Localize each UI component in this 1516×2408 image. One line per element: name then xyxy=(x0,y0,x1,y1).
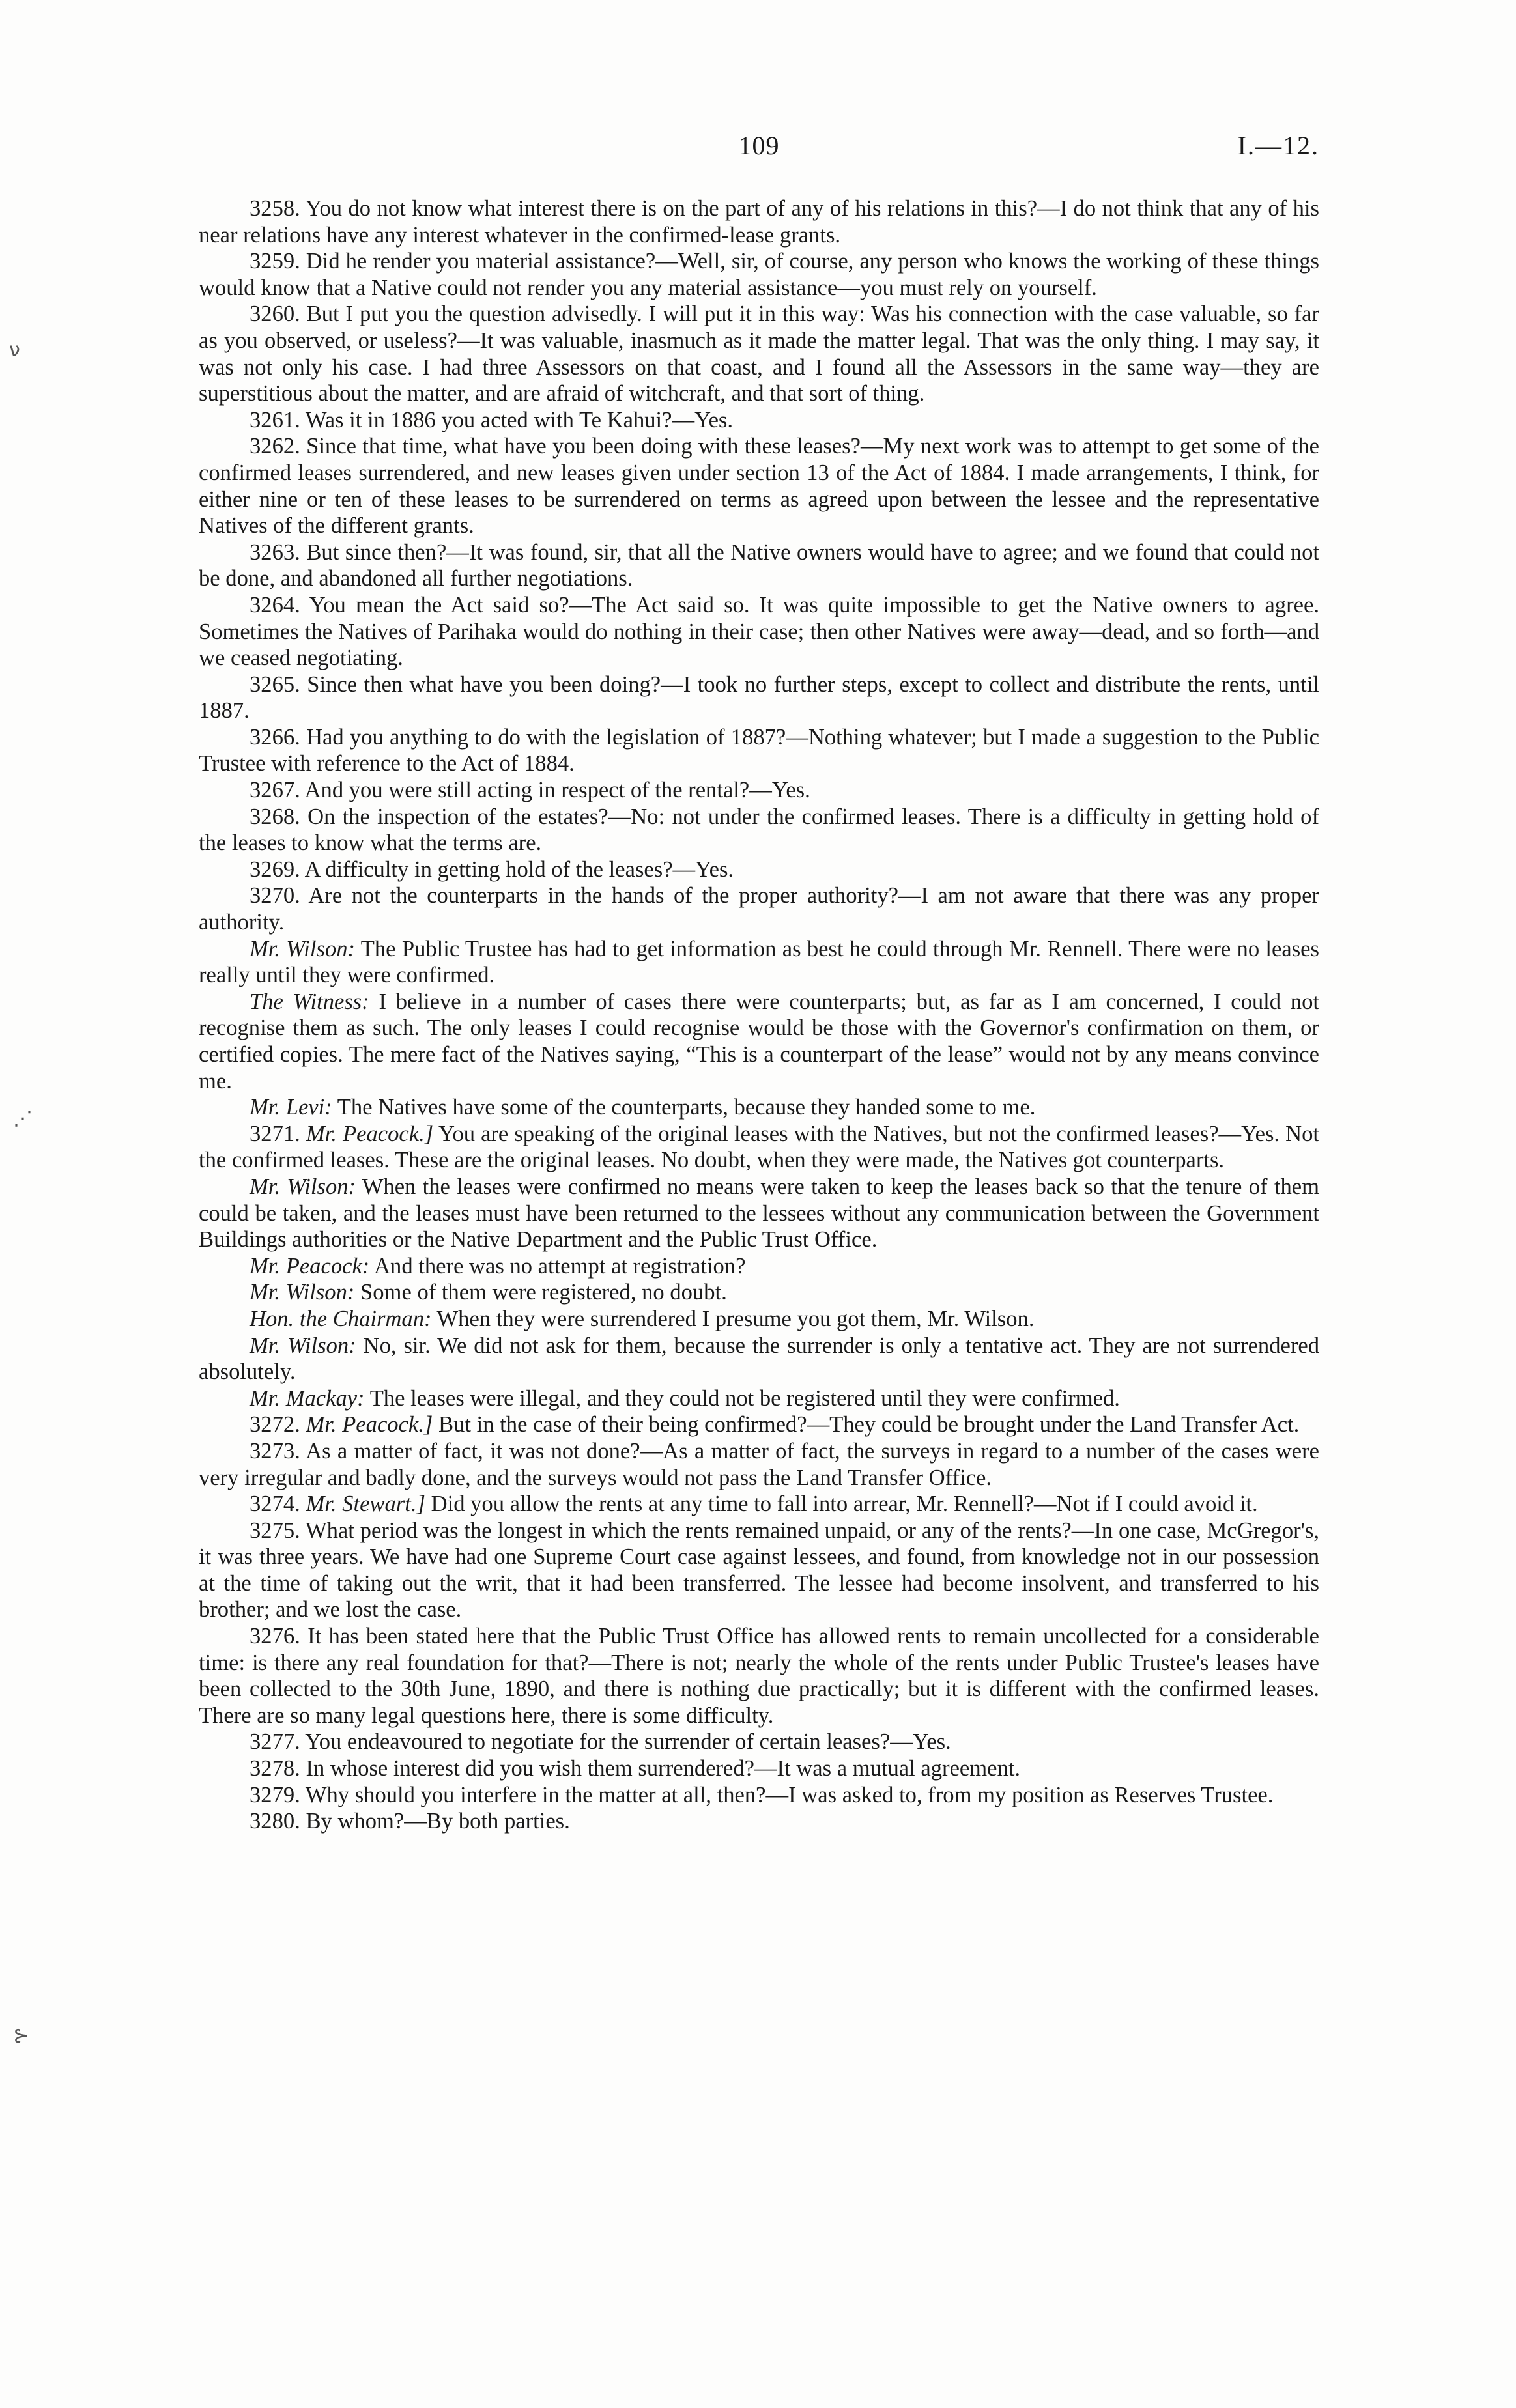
testimony-paragraph xyxy=(199,1623,1319,1729)
testimony-paragraph xyxy=(199,1808,1319,1835)
testimony-body xyxy=(199,195,1319,1835)
question-number: 3273. xyxy=(250,1438,300,1464)
testimony-paragraph xyxy=(199,195,1319,248)
speaker-name: Mr. Wilson: xyxy=(250,1333,356,1358)
paragraph-text: It has been stated here that the Public Trust Office has allowed rents to remain uncollected for a considerable time: is there any real foundation for that?—There is not; nearly the whole of the rents under Public Trustee's leases have been collected to the 30th June, 1890, and there is nothing due practically; but it is different with the confirmed leases. There are so many legal questions here, there is some difficulty. xyxy=(199,1624,1319,1728)
question-number: 3263. xyxy=(250,539,300,565)
testimony-paragraph xyxy=(199,433,1319,539)
speaker-name: Hon. the Chairman: xyxy=(250,1306,432,1331)
testimony-paragraph xyxy=(199,1755,1319,1782)
testimony-paragraph xyxy=(199,724,1319,777)
page-number: 109 xyxy=(738,131,780,160)
paragraph-text: When they were surrendered I presume you got them, Mr. Wilson. xyxy=(436,1306,1035,1331)
testimony-paragraph xyxy=(199,1729,1319,1755)
question-number: 3266. xyxy=(250,724,300,750)
paragraph-text: Since then what have you been doing?—I took no further steps, except to collect and distribute the rents, until 1887. xyxy=(199,672,1319,724)
paragraph-text: You endeavoured to negotiate for the surrender of certain leases?—Yes. xyxy=(305,1729,951,1755)
question-number: 3260. xyxy=(250,302,300,327)
testimony-paragraph xyxy=(199,1279,1319,1306)
margin-mark: ⋰ xyxy=(13,1107,33,1130)
testimony-paragraph xyxy=(199,672,1319,724)
testimony-paragraph xyxy=(199,1385,1319,1412)
speaker-name: Mr. Peacock: xyxy=(250,1253,370,1279)
testimony-paragraph xyxy=(199,592,1319,672)
margin-mark: ⊱ xyxy=(13,2024,30,2047)
testimony-paragraph xyxy=(199,804,1319,857)
speaker-name: Mr. Peacock.] xyxy=(306,1412,433,1438)
question-number: 3277. xyxy=(250,1729,300,1755)
question-number: 3270. xyxy=(250,883,300,909)
question-number: 3262. xyxy=(250,434,300,459)
question-number: 3259. xyxy=(250,249,300,274)
testimony-paragraph xyxy=(199,301,1319,406)
page-header xyxy=(199,130,1319,169)
speaker-name: Mr. Mackay: xyxy=(250,1385,365,1411)
paragraph-text: Did you allow the rents at any time to fall into arrear, Mr. Rennell?—Not if I could avoid it. xyxy=(431,1492,1258,1517)
testimony-paragraph xyxy=(199,1253,1319,1280)
paragraph-text: Did he render you material assistance?—Well, sir, of course, any person who knows the working of these things would know that a Native could not render you any material assistance—you must rely on yourself. xyxy=(199,249,1319,300)
question-number: 3272. xyxy=(250,1412,300,1438)
question-number: 3267. xyxy=(250,778,300,803)
paragraph-text: The Public Trustee has had to get information as best he could through Mr. Rennell. There were no leases really until they were confirmed. xyxy=(199,936,1319,988)
speaker-name: Mr. Peacock.] xyxy=(306,1121,434,1146)
testimony-paragraph xyxy=(199,1518,1319,1623)
paragraph-text: But in the case of their being confirmed?—They could be brought under the Land Transfer Act. xyxy=(438,1412,1300,1438)
question-number: 3269. xyxy=(250,857,300,882)
question-number: 3268. xyxy=(250,804,300,829)
paragraph-text: And you were still acting in respect of the rental?—Yes. xyxy=(304,778,810,803)
speaker-name: The Witness: xyxy=(250,989,369,1014)
question-number: 3258. xyxy=(250,196,300,221)
question-number: 3278. xyxy=(250,1756,300,1781)
question-number: 3279. xyxy=(250,1782,300,1807)
question-number: 3264. xyxy=(250,592,300,617)
testimony-paragraph xyxy=(199,1094,1319,1121)
testimony-paragraph xyxy=(199,1121,1319,1174)
paragraph-text: A difficulty in getting hold of the leases?—Yes. xyxy=(304,857,734,882)
speaker-name: Mr. Wilson: xyxy=(250,1280,355,1305)
paragraph-text: In whose interest did you wish them surrendered?—It was a mutual agreement. xyxy=(306,1756,1021,1781)
speaker-name: Mr. Stewart.] xyxy=(306,1492,425,1517)
question-number: 3271. xyxy=(250,1121,300,1146)
speaker-name: Mr. Wilson: xyxy=(250,936,356,961)
paragraph-text: What period was the longest in which the rents remained unpaid, or any of the rents?—In one case, McGregor's, it was three years. We have had one Supreme Court case against lessees, and found, from knowledge not in our possession at the time of taking out the writ, that it had been transferred. The lessee had become insolvent, and transferred to his brother; and we lost the case. xyxy=(199,1518,1319,1622)
testimony-paragraph xyxy=(199,777,1319,804)
margin-mark: ν xyxy=(9,339,20,361)
question-number: 3276. xyxy=(250,1624,300,1649)
paragraph-text: On the inspection of the estates?—No: not under the confirmed leases. There is a difficulty in getting hold of the leases to know what the terms are. xyxy=(199,804,1319,856)
question-number: 3274. xyxy=(250,1492,300,1517)
testimony-paragraph xyxy=(199,1782,1319,1809)
testimony-paragraph xyxy=(199,407,1319,434)
paragraph-text: You are speaking of the original leases with the Natives, but not the confirmed leases?—Yes. Not the confirmed leases. These are the original leases. No doubt, when they were made, the Natives got counterparts. xyxy=(199,1121,1319,1173)
testimony-paragraph xyxy=(199,1491,1319,1518)
testimony-paragraph xyxy=(199,1306,1319,1333)
paragraph-text: Had you anything to do with the legislation of 1887?—Nothing whatever; but I made a suggestion to the Public Trustee with reference to the Act of 1884. xyxy=(199,724,1319,776)
testimony-paragraph xyxy=(199,539,1319,592)
paragraph-text: When the leases were confirmed no means were taken to keep the leases back so that the tenure of them could be taken, and the leases must have been returned to the lessees without any communication between the Government Buildings authorities or the Native Department and the Public Trust Office. xyxy=(199,1174,1319,1253)
testimony-paragraph xyxy=(199,883,1319,935)
document-reference: I.—12. xyxy=(1237,131,1319,160)
paragraph-text: As a matter of fact, it was not done?—As a matter of fact, the surveys in regard to a number of the cases were very irregular and badly done, and the surveys would not pass the Land Transfer Office. xyxy=(199,1438,1319,1490)
testimony-paragraph xyxy=(199,1438,1319,1491)
paragraph-text: By whom?—By both parties. xyxy=(306,1809,570,1834)
speaker-name: Mr. Levi: xyxy=(250,1095,332,1120)
paragraph-text: But since then?—It was found, sir, that all the Native owners would have to agree; and we found that could not be done, and abandoned all further negotiations. xyxy=(199,539,1319,591)
paragraph-text: Are not the counterparts in the hands of the proper authority?—I am not aware that there was any proper authority. xyxy=(199,883,1319,935)
paragraph-text: The leases were illegal, and they could not be registered until they were confirmed. xyxy=(369,1385,1120,1411)
paragraph-text: Since that time, what have you been doing with these leases?—My next work was to attempt to get some of the confirmed leases surrendered, and new leases given under section 13 of the Act of 1884. I made arrangements, I think, for either nine or ten of these leases to be surrendered on terms as agreed upon between the lessee and the representative Natives of the different grants. xyxy=(199,434,1319,539)
paragraph-text: Some of them were registered, no doubt. xyxy=(360,1280,727,1305)
paragraph-text: And there was no attempt at registration? xyxy=(374,1253,746,1279)
testimony-paragraph xyxy=(199,857,1319,883)
question-number: 3280. xyxy=(250,1809,300,1834)
testimony-paragraph xyxy=(199,1174,1319,1253)
question-number: 3261. xyxy=(250,407,300,432)
paragraph-text: Why should you interfere in the matter at all, then?—I was asked to, from my position as Reserves Trustee. xyxy=(305,1782,1274,1807)
testimony-paragraph xyxy=(199,989,1319,1094)
paragraph-text: The Natives have some of the counterparts, because they handed some to me. xyxy=(337,1095,1036,1120)
paragraph-text: You do not know what interest there is on the part of any of his relations in this?—I do not think that any of his near relations have any interest whatever in the confirmed-lease grants. xyxy=(199,196,1319,248)
testimony-paragraph xyxy=(199,1333,1319,1385)
question-number: 3265. xyxy=(250,672,300,697)
paragraph-text: But I put you the question advisedly. I will put it in this way: Was his connection with the case valuable, so far as you observed, or useless?—It was valuable, inasmuch as it made the matter legal. That was the only thing. I may say, it was not only his case. I had three Assessors on that coast, and I found all the Assessors in the same way—they are superstitious about the matter, and are afraid of witchcraft, and that sort of thing. xyxy=(199,302,1319,406)
paragraph-text: You mean the Act said so?—The Act said so. It was quite impossible to get the Native owners to agree. Sometimes the Natives of Parihaka would do nothing in their case; then other Natives were away—dead, and so forth—and we ceased negotiating. xyxy=(199,592,1319,671)
speaker-name: Mr. Wilson: xyxy=(250,1174,356,1199)
question-number: 3275. xyxy=(250,1518,300,1543)
testimony-paragraph xyxy=(199,248,1319,301)
paragraph-text: No, sir. We did not ask for them, because the surrender is only a tentative act. They are not surrendered absolutely. xyxy=(199,1333,1319,1385)
testimony-paragraph xyxy=(199,1411,1319,1438)
paragraph-text: I believe in a number of cases there were counterparts; but, as far as I am concerned, I could not recognise them as such. The only leases I could recognise would be those with the Governor's confirmation on them, or certified copies. The mere fact of the Natives saying, “This is a counterpart of the lease” would not by any means convince me. xyxy=(199,989,1319,1094)
paragraph-text: Was it in 1886 you acted with Te Kahui?—Yes. xyxy=(305,407,734,432)
testimony-paragraph xyxy=(199,936,1319,989)
